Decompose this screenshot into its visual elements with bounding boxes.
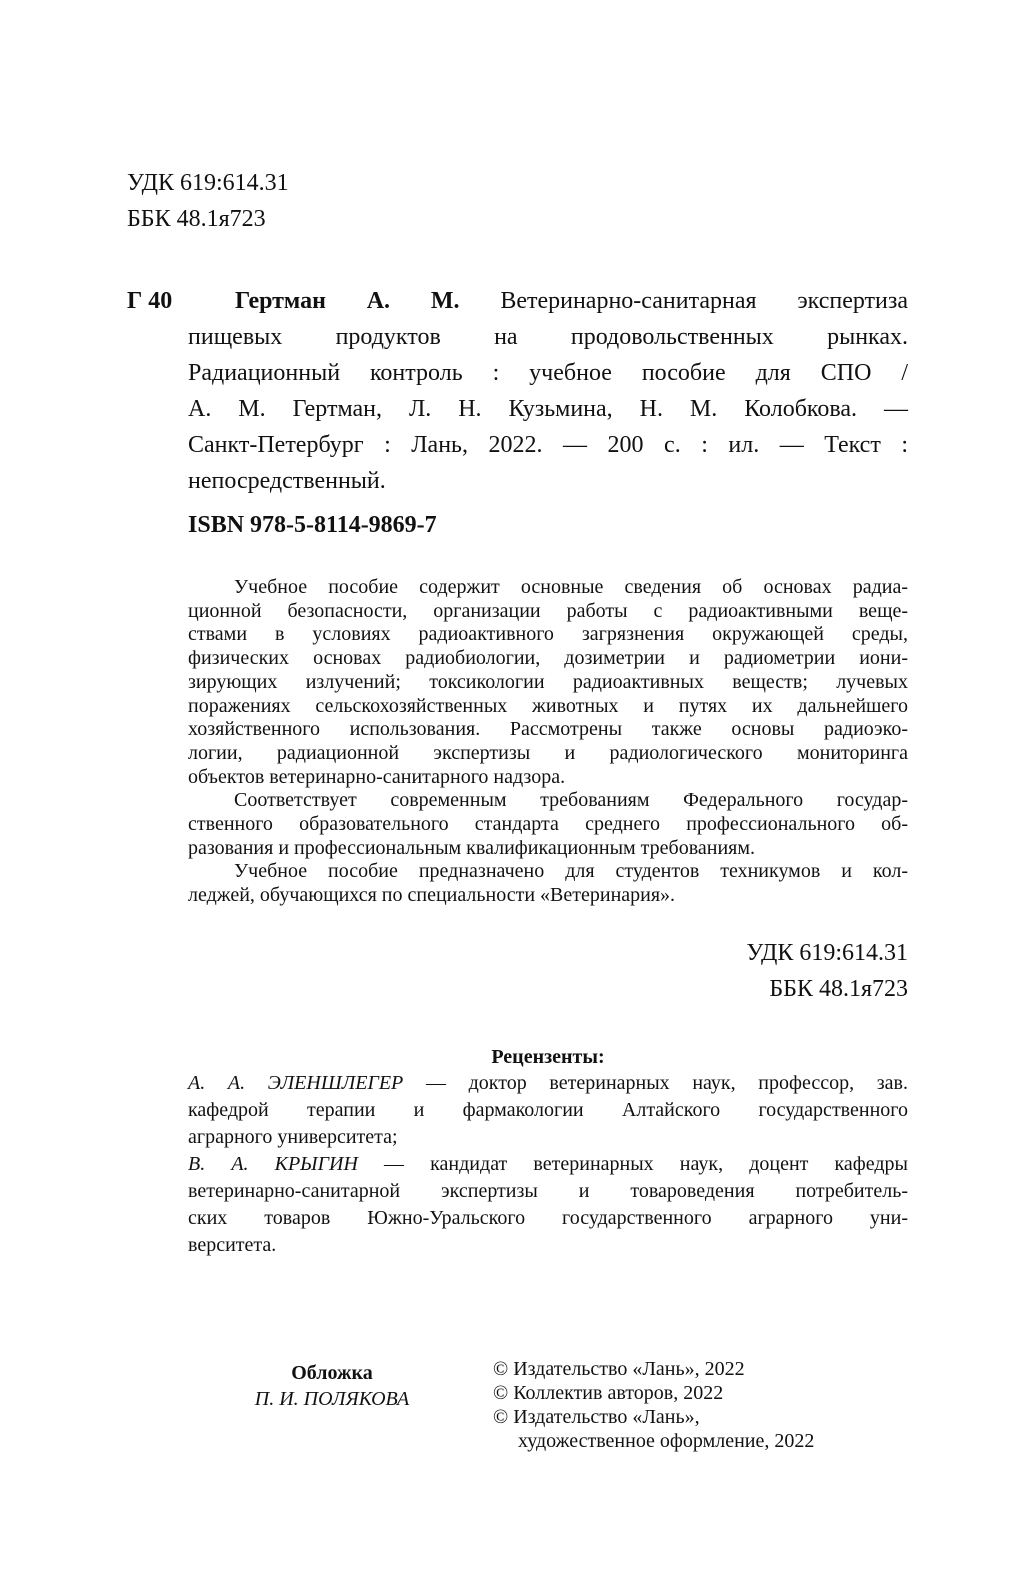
- annotation-line: разования и профессиональным квалификационным требованиям.: [188, 836, 756, 859]
- annotation-line: ционной безопасности, организации работы с радиоактивными веще-: [188, 599, 908, 622]
- title-text: Ветеринарно-санитарная экспертиза: [500, 288, 908, 314]
- reviewer-2: [188, 1153, 908, 1176]
- reviewer-name: А. А. ЭЛЕНШЛЕГЕР: [188, 1072, 404, 1094]
- annotation-line: Учебное пособие предназначено для студентов техникумов и кол-: [234, 860, 908, 883]
- copyright-line: © Издательство «Лань», 2022: [493, 1358, 745, 1380]
- bbk-header: ББК 48.1я723: [127, 206, 266, 232]
- reviewer-name: В. А. КРЫГИН: [188, 1153, 358, 1175]
- reviewer-line: верситета.: [188, 1234, 277, 1256]
- reviewer-1: [188, 1072, 908, 1095]
- annotation-line: поражениях сельскохозяйственных животных и путях их дальнейшего: [188, 694, 908, 717]
- author-name: Гертман А. М.: [235, 288, 460, 314]
- bib-line-1: [235, 288, 908, 315]
- reviewer-desc: — доктор ветеринарных наук, профессор, зав.: [425, 1072, 908, 1094]
- annotation-line: ствами в условиях радиоактивного загрязнения окружающей среды,: [188, 623, 908, 646]
- bbk-footer: ББК 48.1я723: [769, 976, 908, 1002]
- bib-line: Радиационный контроль : учебное пособие для СПО /: [188, 360, 908, 386]
- copyright-line: © Коллектив авторов, 2022: [493, 1382, 724, 1404]
- cover-label: Обложка: [291, 1362, 373, 1384]
- cover-artist: П. И. ПОЛЯКОВА: [254, 1388, 410, 1410]
- annotation-line: леджей, обучающихся по специальности «Ветеринария».: [188, 884, 676, 907]
- bib-line: А. М. Гертман, Л. Н. Кузьмина, Н. М. Колобкова. —: [188, 396, 908, 422]
- annotation-line: физических основах радиобиологии, дозиметрии и радиометрии иони-: [188, 647, 908, 670]
- copyright-line: © Издательство «Лань»,: [493, 1406, 700, 1428]
- author-sign: Г 40: [127, 288, 173, 314]
- reviewer-line: ских товаров Южно-Уральского государственного аграрного уни-: [188, 1207, 908, 1229]
- annotation-line: объектов ветеринарно-санитарного надзора.: [188, 765, 566, 788]
- isbn: ISBN 978-5-8114-9869-7: [188, 512, 437, 538]
- annotation-line: зирующих излучений; токсикологии радиоактивных веществ; лучевых: [188, 670, 908, 693]
- annotation-line: Соответствует современным требованиям Федерального государ-: [234, 789, 908, 812]
- reviewer-line: аграрного университета;: [188, 1126, 398, 1148]
- reviewer-line: ветеринарно-санитарной экспертизы и товароведения потребитель-: [188, 1180, 908, 1202]
- annotation-line: Учебное пособие содержит основные сведения об основах радиа-: [234, 576, 908, 598]
- udk-header: УДК 619:614.31: [127, 170, 289, 196]
- annotation-line: логии, радиационной экспертизы и радиологического мониторинга: [188, 741, 908, 764]
- annotation-line: хозяйственного использования. Рассмотрены также основы радиоэко-: [188, 718, 908, 741]
- bib-line: непосредственный.: [188, 468, 386, 494]
- bib-line: Санкт-Петербург : Лань, 2022. — 200 с. : ил. — Текст :: [188, 432, 908, 458]
- reviewer-desc: — кандидат ветеринарных наук, доцент кафедры: [384, 1153, 908, 1175]
- udk-footer: УДК 619:614.31: [746, 940, 908, 966]
- annotation-line: ственного образовательного стандарта среднего профессионального об-: [188, 813, 908, 835]
- reviewer-line: кафедрой терапии и фармакологии Алтайского государственного: [188, 1099, 908, 1121]
- copyright-line: художественное оформление, 2022: [518, 1430, 815, 1452]
- bib-line: пищевых продуктов на продовольственных рынках.: [188, 324, 908, 350]
- reviewers-title: Рецензенты:: [491, 1046, 605, 1068]
